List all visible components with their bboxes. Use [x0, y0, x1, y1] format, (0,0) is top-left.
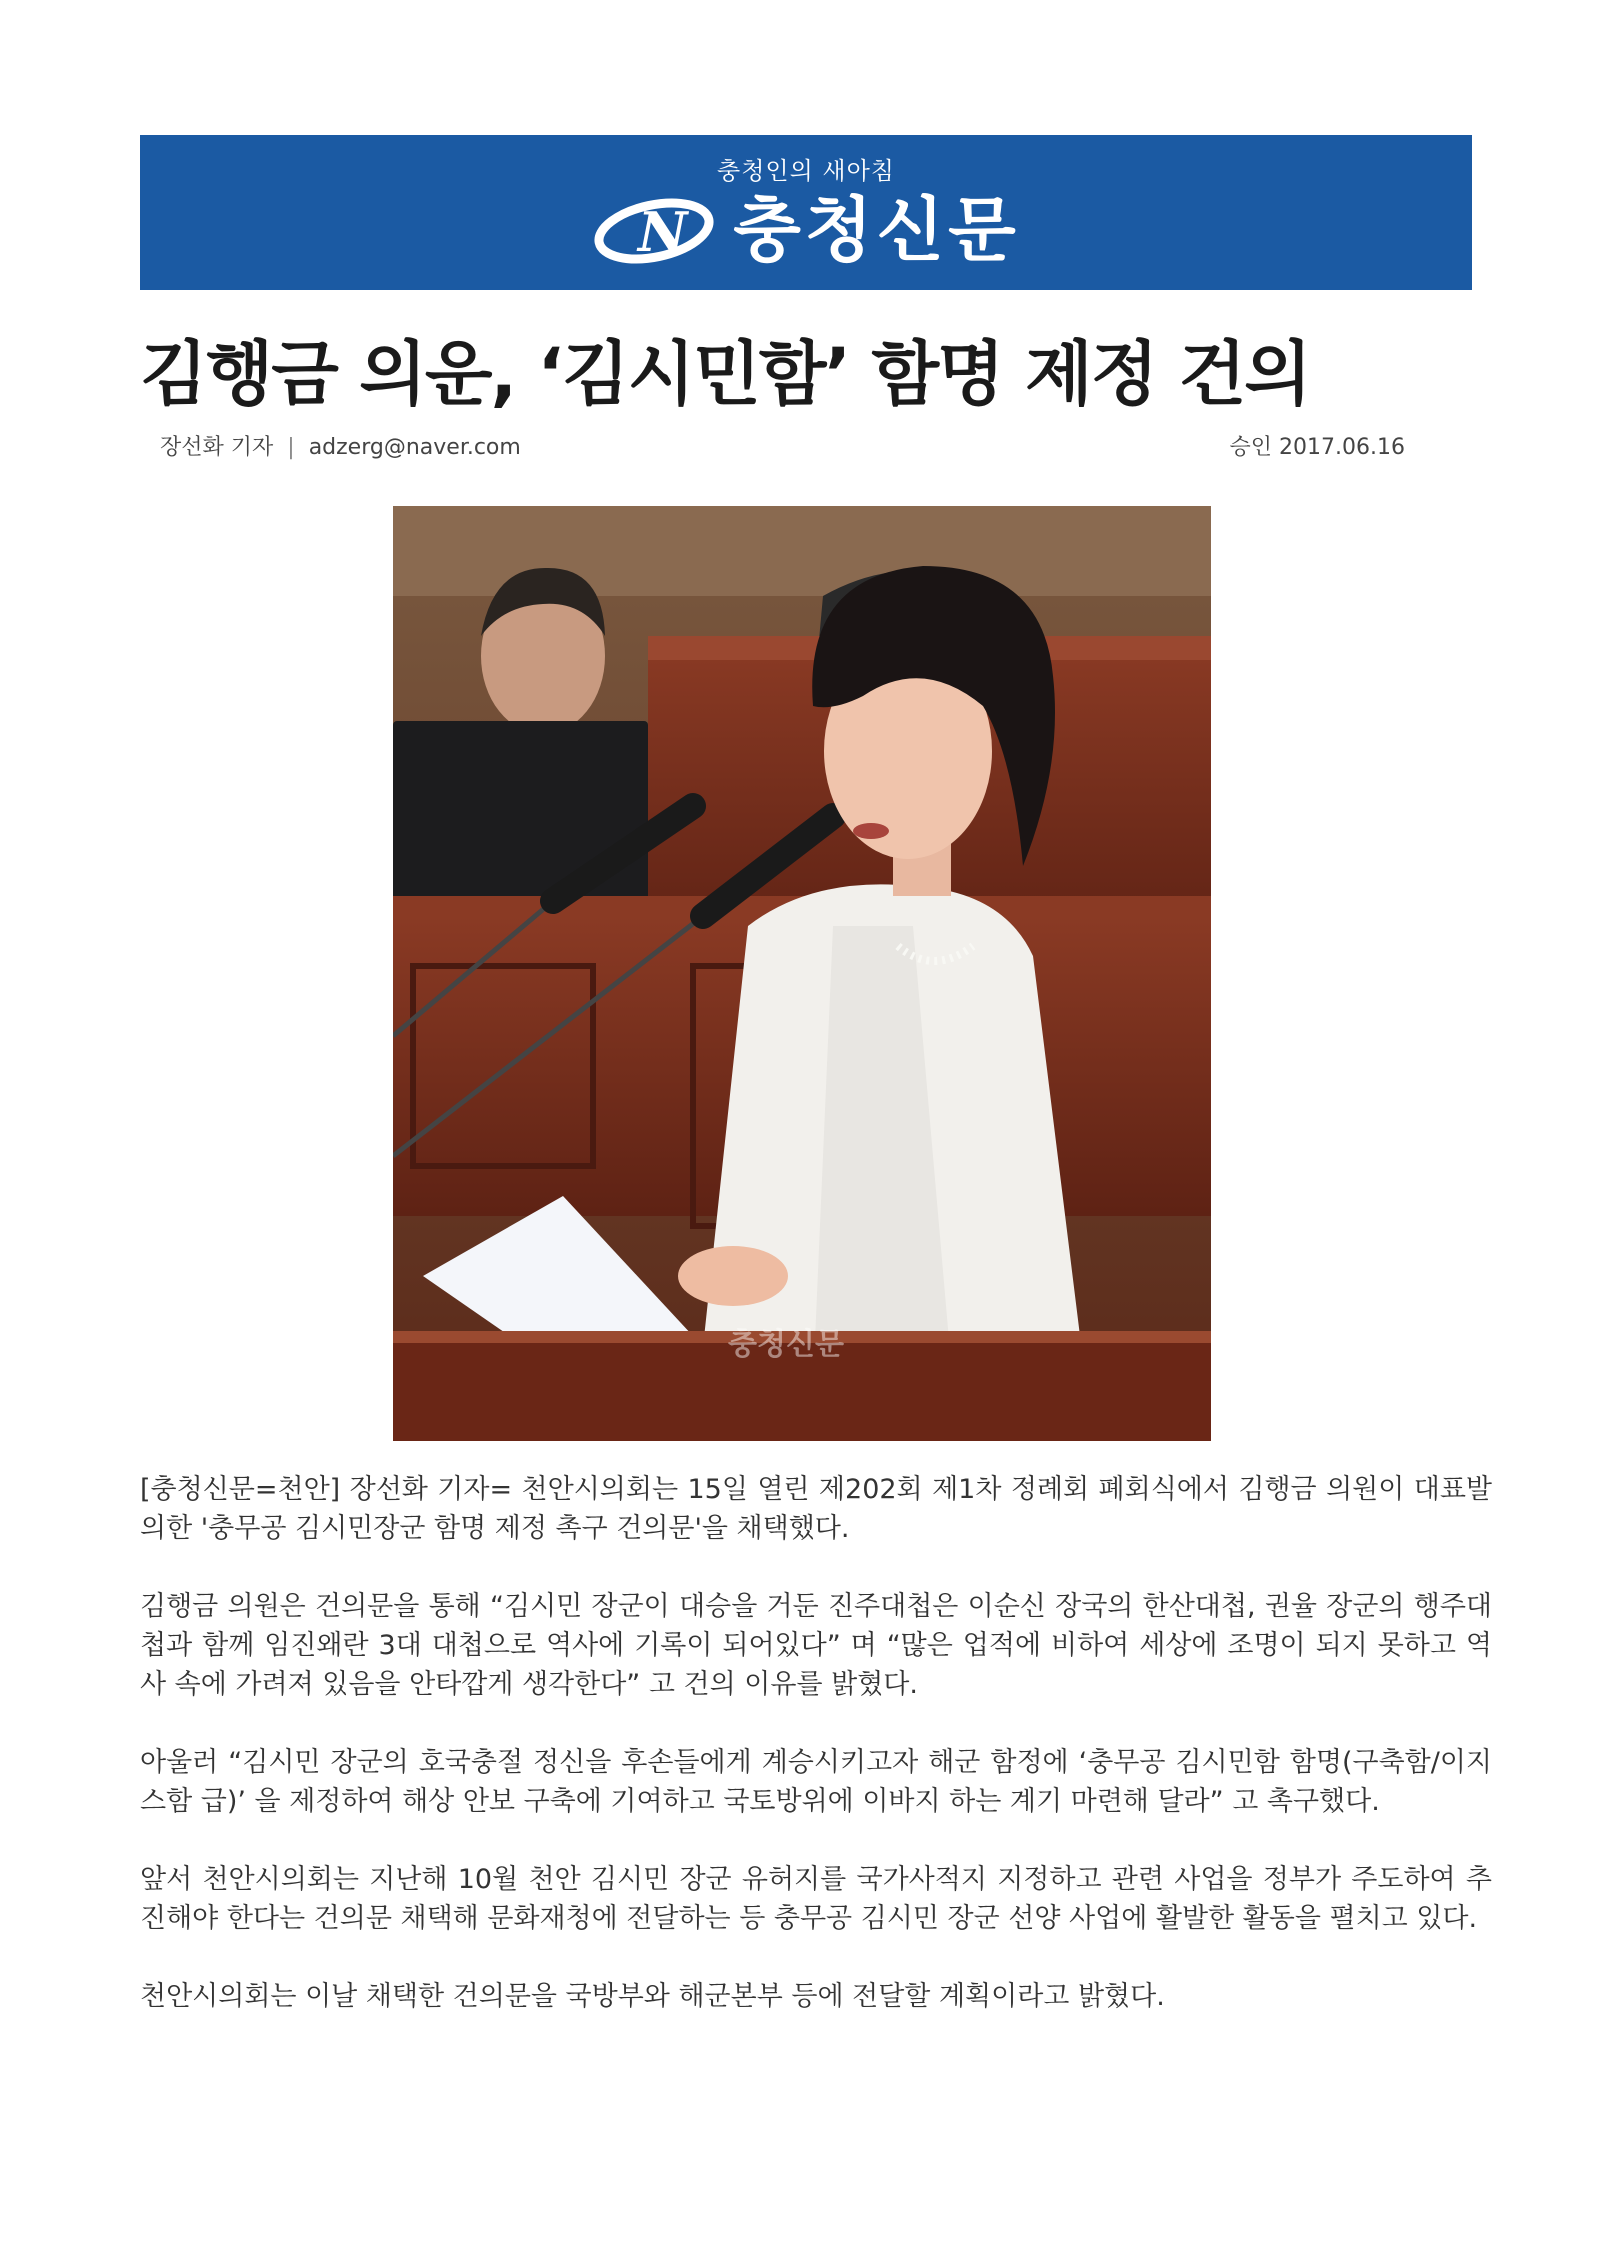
cn-logo-icon [592, 195, 717, 265]
byline-separator: | [287, 435, 295, 460]
paragraph: 앞서 천안시의회는 지난해 10월 천안 김시민 장군 유허지를 국가사적지 지정하고 관련 사업을 정부가 주도하여 추진해야 한다는 건의문 채택해 문화재청에 전달하는 등 충무공 김시민 장군 선양 사업에 활발한 활동을 펼치고 있다. [140, 1864, 1492, 1934]
paragraph: 천안시의회는 이날 채택한 건의문을 국방부와 해군본부 등에 전달할 계획이라고 밝혔다. [140, 1981, 1165, 2012]
article-body [140, 1470, 1492, 2055]
paragraph: 김행금 의원은 건의문을 통해 “김시민 장군이 대승을 거둔 진주대첩은 이순신 장국의 한산대첩, 권율 장군의 행주대첩과 함께 임진왜란 3대 대첩으로 역사에 기록이 되어있다” 며 “많은 업적에 비하여 세상에 조명이 되지 못하고 역사 속에 가려져 있음을 안타깝게 생각한다” 고 건의 이유를 밝혔다. [140, 1591, 1492, 1700]
masthead-tagline: 충청인의 새아침 [717, 157, 895, 185]
svg-text:N: N [638, 200, 688, 264]
photo-watermark: 충청신문 [728, 1327, 844, 1362]
masthead-name: 충청신문 [733, 189, 1020, 271]
approval-date: 승인 2017.06.16 [1229, 435, 1405, 460]
article-headline: 김행금 의운, ‘김시민함’ 함명 제정 건의 [140, 333, 1310, 415]
masthead-banner [140, 135, 1472, 290]
paragraph: 아울러 “김시민 장군의 호국충절 정신을 후손들에게 계승시키고자 해군 함정에 ‘충무공 김시민함 함명(구축함/이지스함 급)’ 을 제정하여 해상 안보 구축에 기여하고 국토방위에 이바지 하는 계기 마련해 달라” 고 촉구했다. [140, 1747, 1492, 1817]
reporter-email[interactable]: adzerg@naver.com [308, 435, 521, 460]
reporter-name: 장선화 기자 [160, 435, 274, 460]
photo-illustration [393, 506, 1211, 1441]
paragraph: [충청신문=천안] 장선화 기자= 천안시의회는 15일 열린 제202회 제1차 정례회 폐회식에서 김행금 의원이 대표발의한 '충무공 김시민장군 함명 제정 촉구 건의문'을 채택했다. [140, 1474, 1492, 1544]
byline [160, 430, 521, 461]
article-photo [393, 506, 1211, 1441]
masthead-logo[interactable] [140, 185, 1472, 275]
